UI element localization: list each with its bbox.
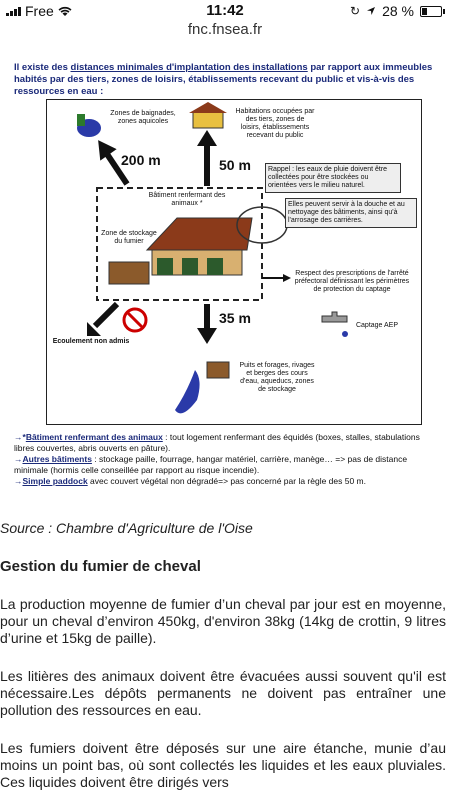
diagram-drawing xyxy=(47,100,421,424)
battery-icon xyxy=(420,6,442,17)
section-heading: Gestion du fumier de cheval xyxy=(0,558,201,575)
label-batiment: Bâtiment renfermant des animaux * xyxy=(148,192,226,207)
distance-50: 50 m xyxy=(219,157,251,173)
douche-box: Elles peuvent servir à la douche et au nettoyage des bâtiments, ainsi qu'à l'arrosage des carrières. xyxy=(285,198,417,228)
arrow-ecoulement xyxy=(95,304,117,326)
figure-intro xyxy=(14,62,438,98)
note-autres-title: Autres bâtiments xyxy=(22,454,92,464)
intro-pre: Il existe des xyxy=(14,62,71,73)
note-animaux-title: Bâtiment renfermant des animaux xyxy=(25,432,163,442)
note-paddock-title: Simple paddock xyxy=(22,476,88,486)
label-baignade: Zones de baignades, zones aquicoles xyxy=(110,110,176,125)
paragraph-2: Les litières des animaux doivent être évacuées aussi souvent qu'il est nécessaire.Les dépôts permanents ne doivent pas entraîner une pollution des ressources en eau. xyxy=(0,668,446,718)
status-bar xyxy=(0,0,450,20)
status-time: 11:42 xyxy=(206,2,244,19)
figure-notes xyxy=(14,432,438,487)
label-ecoulement: Ecoulement non admis xyxy=(52,338,130,345)
carrier-name: Free xyxy=(25,3,54,19)
url-bar[interactable]: fnc.fnsea.fr xyxy=(187,21,263,38)
label-respect: Respect des prescriptions de l'arrêté préfectoral définissant les périmètres de protection du captage xyxy=(294,270,410,293)
intro-rest: par rapport aux immeubles habités par des tiers, zones de loisirs, établissements recevant du public et vis-à-vis des ressources en eau : xyxy=(14,62,433,97)
house-icon xyxy=(193,112,223,128)
barn-icon xyxy=(147,207,287,275)
rappel-box: Rappel : les eaux de pluie doivent être collectées pour être stockées ou orientées vers le milieu naturel. xyxy=(265,163,401,193)
label-puits: Puits et forages, rivages et berges des cours d'eau, aqueducs, zones de stockage xyxy=(239,362,315,393)
distance-diagram xyxy=(46,99,422,425)
note-autres: →Autres bâtiments : stockage paille, fourrage, hangar matériel, carrière, manège… => pas de distance minimale (hormis celle conseillée par rapport au risque incendie). xyxy=(14,454,408,475)
battery-fill xyxy=(422,8,427,15)
note-animaux-text: : tout logement renfermant des équidés (boxes, stalles, stabulations libres couvertes, abris ouverts en pâture). xyxy=(14,432,420,453)
status-right xyxy=(350,3,442,19)
rotation-lock-icon: ↻ xyxy=(350,4,361,18)
intro-text xyxy=(14,62,438,98)
battery-percent: 28 % xyxy=(382,3,414,19)
note-animaux: →*Bâtiment renfermant des animaux : tout logement renfermant des équidés (boxes, stalles, stabulations libres couvertes, abris ouverts en pâture). xyxy=(14,432,420,453)
intro-bold: distances minimales d'implantation des installations xyxy=(70,62,308,73)
note-paddock: →Simple paddock avec couvert végétal non dégradé=> pas concerné par la règle des 50 m. xyxy=(14,476,367,486)
label-captage: Captage AEP xyxy=(355,322,399,329)
paragraph-1: La production moyenne de fumier d’un cheval par jour est en moyenne, pour un cheval d’environ 450kg, d'environ 38kg (14kg de crottin, 9 litres d’urine et 15kg de paille). xyxy=(0,596,446,646)
tap-icon xyxy=(322,312,347,322)
source-caption: Source : Chambre d'Agriculture de l'Oise xyxy=(0,520,253,536)
distance-35: 35 m xyxy=(219,310,251,326)
label-habitations: Habitations occupées par des tiers, zones de loisirs, établissements recevant du public xyxy=(235,108,315,139)
paragraph-3: Les fumiers doivent être déposés sur une aire étanche, munie d’au moins un point bas, où sont collectés les liquides et les eaux pluviales. Ces liquides doivent être dirigés vers xyxy=(0,740,446,790)
manure-heap-icon xyxy=(109,262,149,284)
river-icon xyxy=(175,370,200,413)
distance-200: 200 m xyxy=(121,152,161,168)
well-icon xyxy=(207,362,229,378)
location-icon xyxy=(366,6,376,16)
label-stockage: Zone de stockage du fumier xyxy=(101,230,157,245)
note-paddock-text: avec couvert végétal non dégradé=> pas concerné par la règle des 50 m. xyxy=(87,476,367,486)
note-autres-text: : stockage paille, fourrage, hangar matériel, carrière, manège… => pas de distance minimale (hormis celle conseillée par rapport au risque incendie). xyxy=(14,454,408,475)
